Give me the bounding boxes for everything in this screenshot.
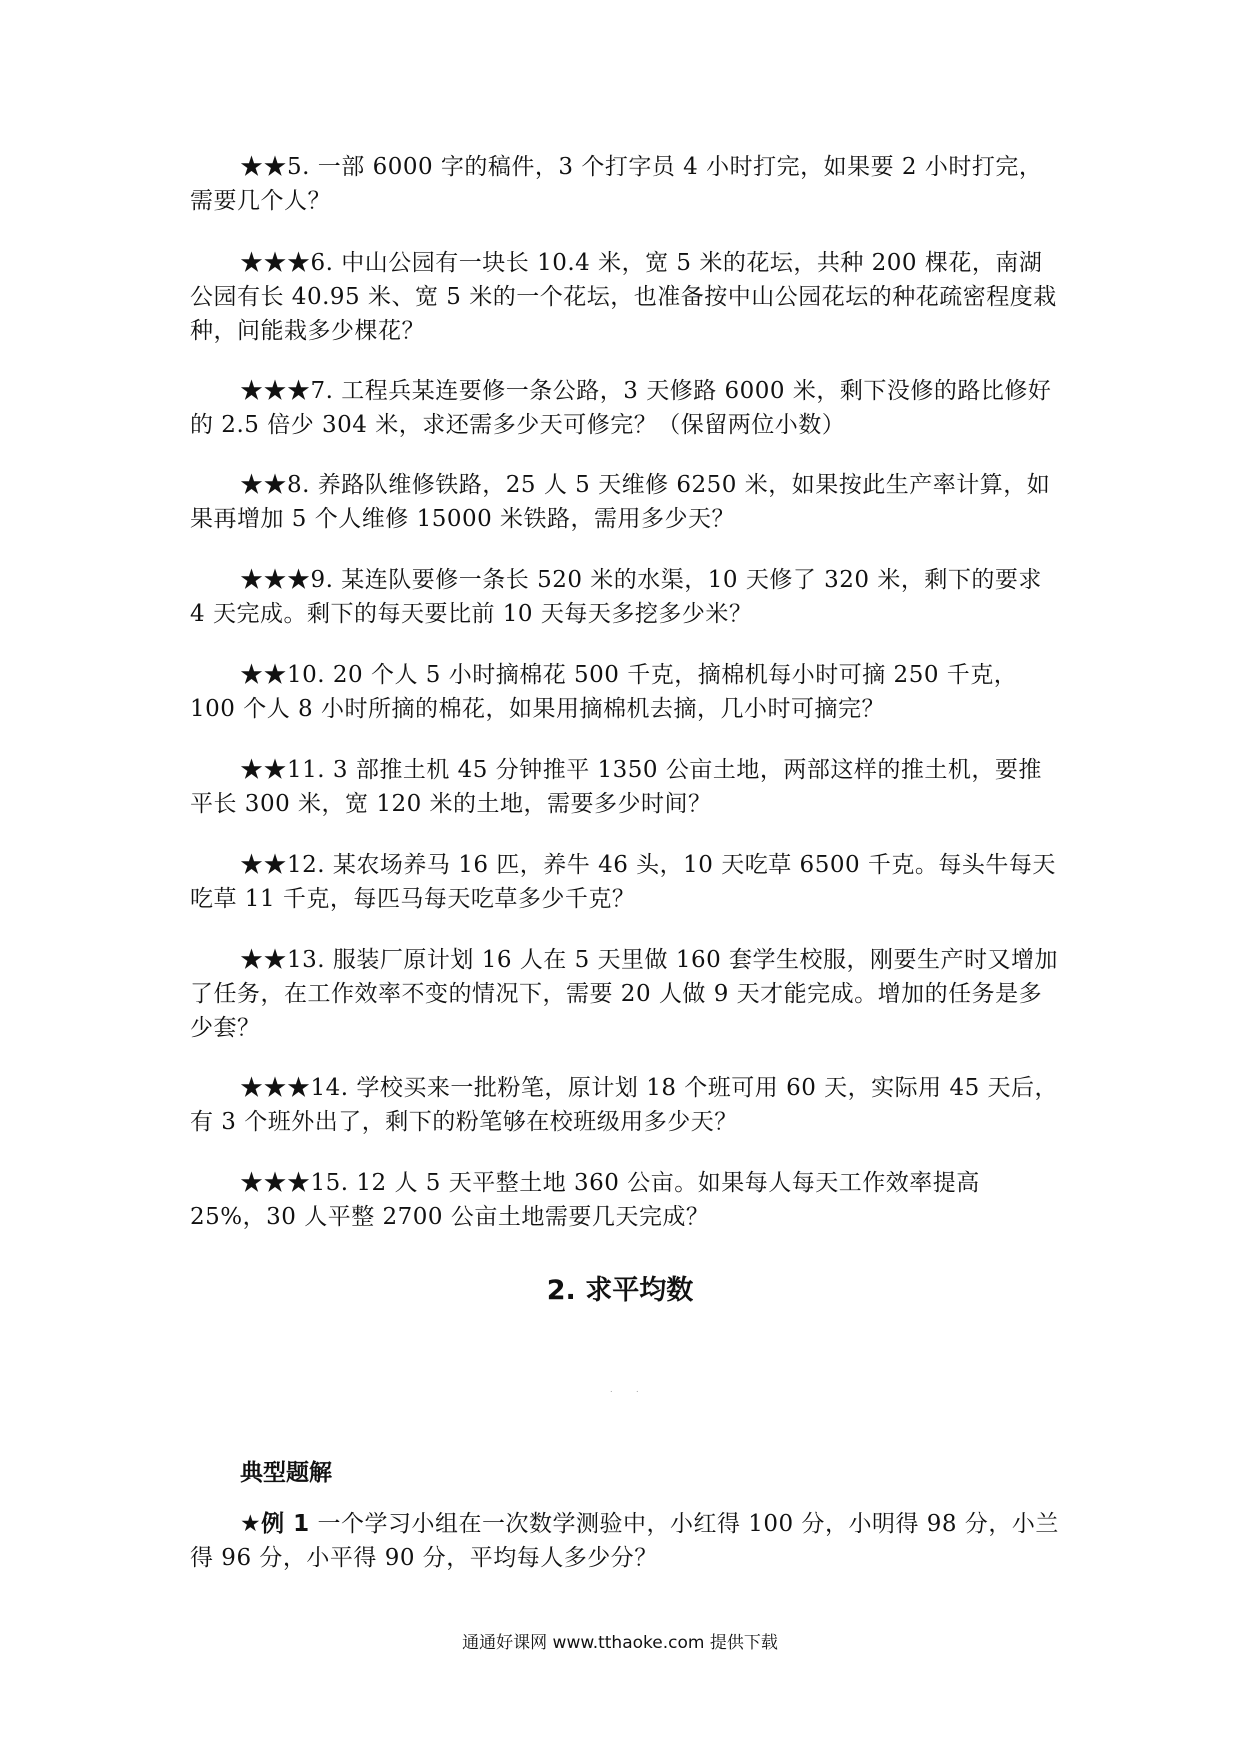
difficulty-stars: ★★★ xyxy=(240,1170,311,1196)
problem-6 xyxy=(190,246,1060,348)
difficulty-stars: ★★ xyxy=(240,662,287,688)
difficulty-stars: ★ xyxy=(240,1511,262,1537)
problem-text: 11. 3 部推土机 45 分钟推平 1350 公亩土地，两部这样的推土机，要推平长 300 米，宽 120 米的土地，需要多少时间？ xyxy=(190,757,1042,817)
stray-mark: . xyxy=(636,1385,639,1394)
sub-heading: 典型题解 xyxy=(240,1460,332,1486)
problem-text: 7. 工程兵某连要修一条公路，3 天修路 6000 米，剩下没修的路比修好的 2.5 倍少 304 米，求还需多少天可修完？（保留两位小数） xyxy=(190,378,1052,438)
problem-7 xyxy=(190,374,1060,442)
problem-text: 6. 中山公园有一块长 10.4 米，宽 5 米的花坛，共种 200 棵花，南湖公园有长 40.95 米、宽 5 米的一个花坛，也准备按中山公园花坛的种花疏密程度栽种，问能栽多少棵花？ xyxy=(190,250,1057,344)
difficulty-stars: ★★ xyxy=(240,947,287,973)
problem-8 xyxy=(190,468,1060,536)
problem-12 xyxy=(190,848,1060,916)
difficulty-stars: ★★★ xyxy=(240,378,311,404)
difficulty-stars: ★★ xyxy=(240,757,287,783)
problem-13 xyxy=(190,943,1060,1045)
difficulty-stars: ★★ xyxy=(240,852,287,878)
problem-text: 5. 一部 6000 字的稿件，3 个打字员 4 小时打完，如果要 2 小时打完，需要几个人？ xyxy=(190,154,1043,214)
example-label: 例 1 xyxy=(261,1511,310,1537)
section-title: 2. 求平均数 xyxy=(546,1275,694,1306)
stray-mark: . xyxy=(610,1385,613,1394)
problem-text: 9. 某连队要修一条长 520 米的水渠，10 天修了 320 米，剩下的要求 4 天完成。剩下的每天要比前 10 天每天多挖多少米？ xyxy=(190,567,1042,627)
problem-15 xyxy=(190,1166,1060,1234)
problem-text: 15. 12 人 5 天平整土地 360 公亩。如果每人每天工作效率提高 25%，30 人平整 2700 公亩土地需要几天完成？ xyxy=(190,1170,980,1230)
problem-9 xyxy=(190,563,1060,631)
difficulty-stars: ★★★ xyxy=(240,250,311,276)
example-1 xyxy=(190,1507,1060,1575)
problem-text: 8. 养路队维修铁路，25 人 5 天维修 6250 米，如果按此生产率计算，如果再增加 5 个人维修 15000 米铁路，需用多少天？ xyxy=(190,472,1051,532)
problem-10 xyxy=(190,658,1060,726)
problem-14 xyxy=(190,1071,1060,1139)
problem-text: 12. 某农场养马 16 匹，养牛 46 头，10 天吃草 6500 千克。每头牛每天吃草 11 千克，每匹马每天吃草多少千克？ xyxy=(190,852,1056,912)
difficulty-stars: ★★ xyxy=(240,154,287,180)
difficulty-stars: ★★★ xyxy=(240,1075,311,1101)
problem-5 xyxy=(190,150,1060,218)
difficulty-stars: ★★★ xyxy=(240,567,311,593)
problem-11 xyxy=(190,753,1060,821)
page-footer: 通通好课网 www.tthaoke.com 提供下载 xyxy=(462,1633,778,1653)
difficulty-stars: ★★ xyxy=(240,472,287,498)
problem-text: 14. 学校买来一批粉笔，原计划 18 个班可用 60 天，实际用 45 天后，有 3 个班外出了，剩下的粉笔够在校班级用多少天？ xyxy=(190,1075,1059,1135)
problem-text: 13. 服装厂原计划 16 人在 5 天里做 160 套学生校服，刚要生产时又增加了任务，在工作效率不变的情况下，需要 20 人做 9 天才能完成。增加的任务是多少套？ xyxy=(190,947,1059,1041)
example-text: 一个学习小组在一次数学测验中，小红得 100 分，小明得 98 分，小兰得 96 分，小平得 90 分，平均每人多少分？ xyxy=(190,1511,1059,1571)
problem-text: 10. 20 个人 5 小时摘棉花 500 千克，摘棉机每小时可摘 250 千克，100 个人 8 小时所摘的棉花，如果用摘棉机去摘，几小时可摘完？ xyxy=(190,662,1018,722)
